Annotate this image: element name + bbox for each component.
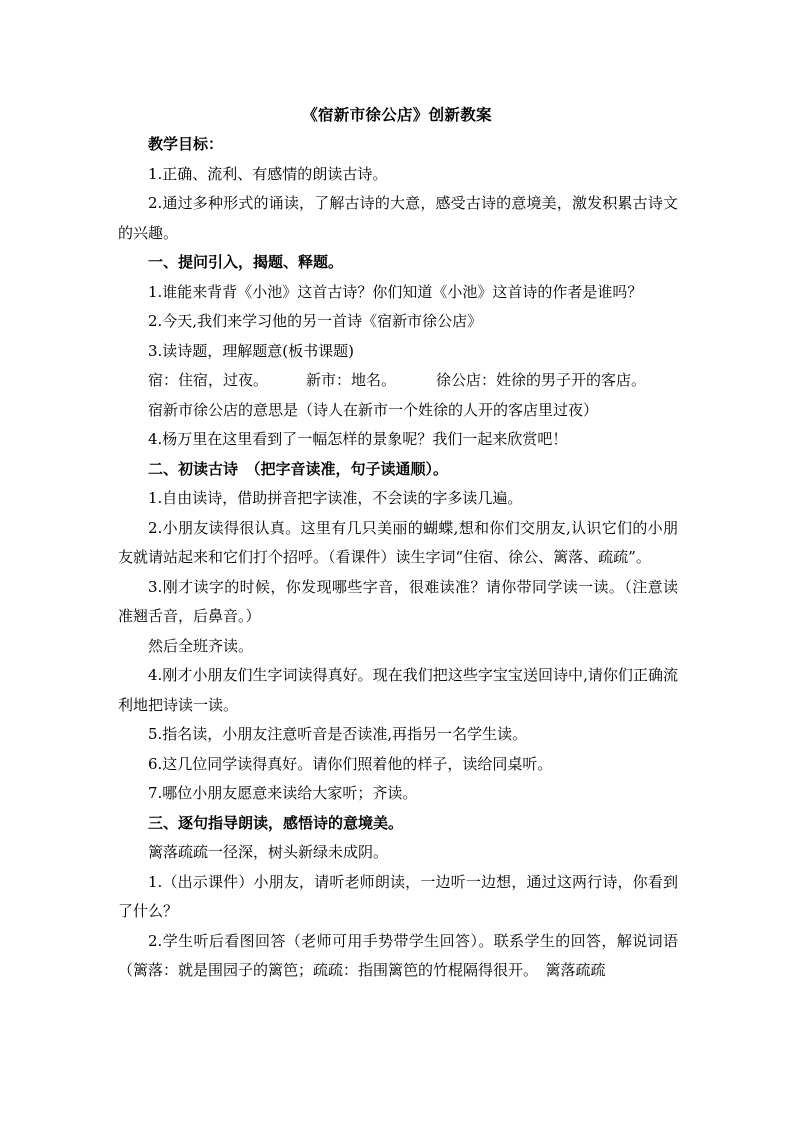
list-item: 5.指名读，小朋友注意听音是否读准,再指另一名学生读。: [148, 725, 528, 743]
goal-item: 1.正确、流利、有感情的朗读古诗。: [148, 164, 388, 183]
section-heading: 一、提问引入，揭题、释题。: [148, 253, 344, 271]
document-body: [118, 130, 678, 986]
list-item: 1.（出示课件）小朋友，请听老师朗读，一边听一边想，通过这两行诗，你看到了什么？: [118, 872, 678, 920]
list-item: 4.刚才小朋友们生字词读得真好。现在我们把这些字宝宝送回诗中,请你们正确流利地把诗读一读。: [118, 666, 678, 714]
list-item: 2.小朋友读得很认真。这里有几只美丽的蝴蝶,想和你们交朋友,认识它们的小朋友就请站起来和它们打个招呼。（看课件）读生字词“住宿、徐公、篱落、疏疏”。: [118, 518, 678, 566]
title-meaning: 宿新市徐公店的意思是（诗人在新市一个姓徐的人开的客店里过夜）: [148, 400, 599, 419]
poem-line: 篱落疏疏一径深，树头新绿未成阴。: [148, 843, 389, 861]
list-item: 2.今天,我们来学习他的另一首诗《宿新市徐公店》: [148, 312, 483, 330]
document-title: 《宿新市徐公店》创新教案: [302, 105, 492, 124]
list-item: 4.杨万里在这里看到了一幅怎样的景象呢？我们一起来欣赏吧！: [148, 430, 568, 448]
list-item: 1.自由读诗，借助拼音把字读准，不会读的字多读几遍。: [148, 489, 523, 507]
list-item: 然后全班齐读。: [148, 636, 254, 655]
list-item: 7.哪位小朋友愿意来读给大家听；齐读。: [148, 784, 418, 802]
list-item: 2.学生听后看图回答（老师可用手势带学生回答）。联系学生的回答，解说词语（篱落：就是围园子的篱笆；疏疏：指围篱笆的竹棍隔得很开。 篱落疏疏: [118, 931, 678, 979]
list-item: 3.读诗题，理解题意(板书课题): [148, 341, 355, 360]
gloss-line: [118, 366, 678, 396]
section-heading: 二、初读古诗 （把字音读准，句子读通顺）。: [148, 459, 449, 478]
gloss-item: 徐公店：姓徐的男子开的客店。: [436, 371, 647, 389]
list-item: 1.谁能来背背《小池》这首古诗？你们知道《小池》这首诗的作者是谁吗？: [148, 282, 643, 301]
goals-heading: 教学目标：: [148, 135, 224, 153]
goal-item: 2.通过多种形式的诵读，了解古诗的大意，感受古诗的意境美，激发积累古诗文的兴趣。: [118, 194, 678, 242]
section-heading: 三、逐句指导朗读，感悟诗的意境美。: [148, 813, 404, 832]
list-item: 3.刚才读字的时候，你发现哪些字音，很难读准？请你带同学读一读。（注意读准翘舌音，后鼻音。）: [118, 577, 678, 625]
gloss-item: 宿：住宿，过夜。: [148, 371, 269, 389]
gloss-item: 新市：地名。: [306, 371, 397, 389]
list-item: 6.这几位同学读得真好。请你们照着他的样子，读给同桌听。: [148, 754, 553, 773]
